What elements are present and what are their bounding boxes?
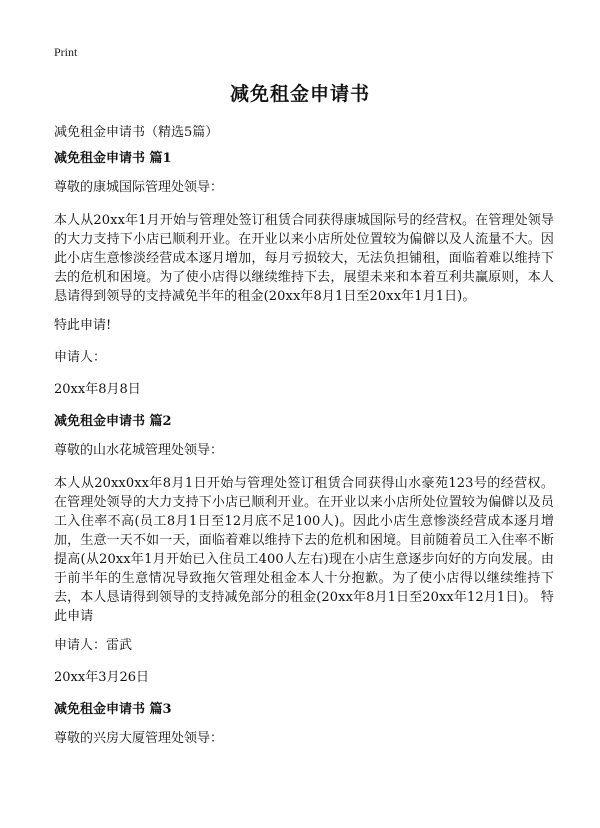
section-1-closing: 特此申请! bbox=[54, 318, 112, 333]
section-heading-2: 减免租金申请书 篇2 bbox=[54, 414, 172, 429]
section-2-body: 本人从20xx0xx年8月1日开始与管理处签订租赁合同获得山水豪苑123号的经营权。在管理处领导的大力支持下小店已顺利开业。在开业以来小店所处位置较为偏僻以及员工入住率不高(员工8月1日至12月底不足100人)。因此小店生意惨淡经营成本逐月增加，生意一天不如一天，面临着难以维持下去的危机和困境。目前随着员工入住率不断提高(从20xx年1月开始已入住员工400人左右)现在小店生意逐步向好的方向发展。由于前半年的生意情况导致拖欠管理处租金本人十分抱歉。为了使小店得以继续维持下去，本人恳请得到领导的支持减免部分的租金(20xx年8月1日至20xx年12月1日)。 特此申请 bbox=[54, 476, 554, 624]
section-2-greeting: 尊敬的山水花城管理处领导： bbox=[54, 443, 224, 458]
section-1-date: 20xx年8月8日 bbox=[54, 382, 141, 397]
document-body bbox=[54, 150, 554, 762]
section-heading-1: 减免租金申请书 篇1 bbox=[54, 151, 172, 166]
section-1-applicant: 申请人： bbox=[54, 350, 107, 365]
section-1-greeting: 尊敬的康城国际管理处领导： bbox=[54, 180, 224, 195]
section-3-greeting: 尊敬的兴房大厦管理处领导： bbox=[54, 731, 224, 746]
section-heading-3: 减免租金申请书 篇3 bbox=[54, 702, 172, 717]
document-title: 减免租金申请书 bbox=[229, 83, 370, 105]
document-subtitle: 减免租金申请书（精选5篇） bbox=[54, 125, 219, 140]
section-1-body: 本人从20xx年1月开始与管理处签订租赁合同获得康城国际号的经营权。在管理处领导的大力支持下小店已顺利开业。在开业以来小店所处位置较为偏僻以及人流量不大。因此小店生意惨淡经营成本逐月增加，每月亏损较大，无法负担铺租，面临着难以维持下去的危机和困境。为了使小店得以继续维持下去，展望未来和本着互利共赢原则，本人恳请得到领导的支持减免半年的租金(20xx年8月1日至20xx年1月1日)。 bbox=[54, 213, 554, 304]
section-2-applicant: 申请人：雷武 bbox=[54, 638, 133, 653]
print-link[interactable]: Print bbox=[54, 45, 78, 59]
section-2-date: 20xx年3月26日 bbox=[54, 670, 150, 685]
